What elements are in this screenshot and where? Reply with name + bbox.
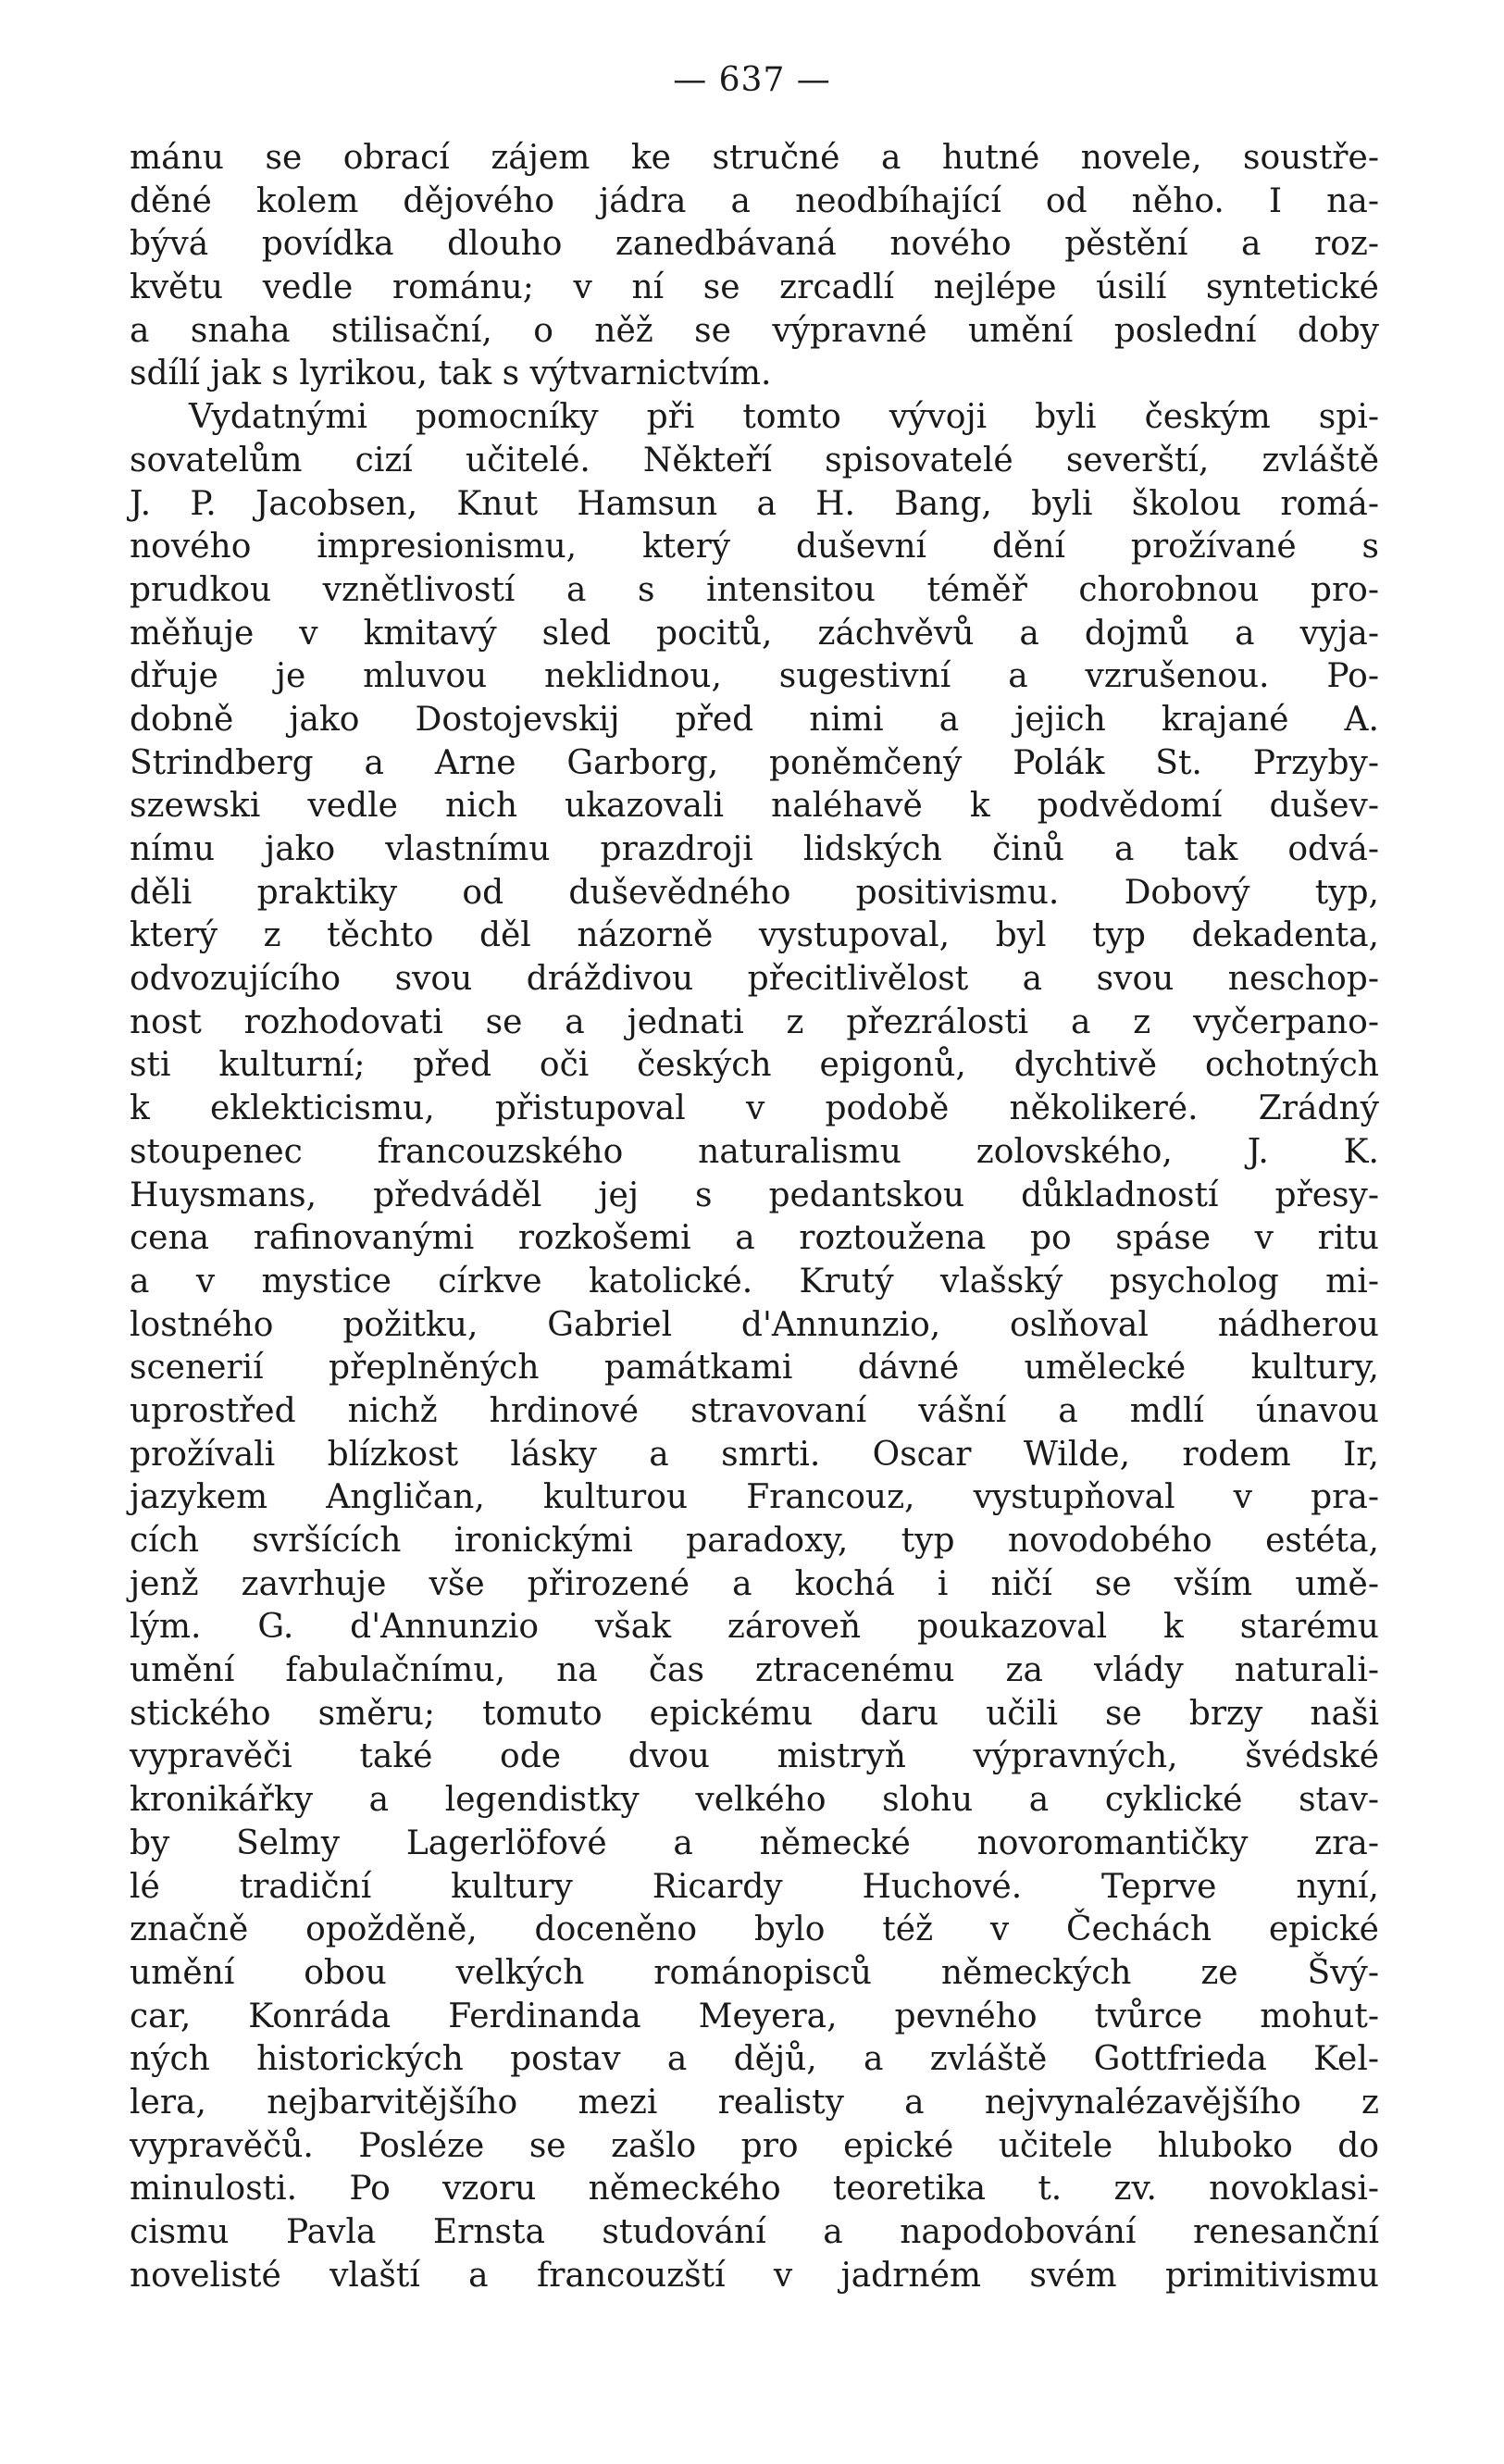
text-line: bývá povídka dlouho zanedbávaná nového pěstění a roz- [130, 225, 1379, 264]
text-line: umění fabulačnímu, na čas ztracenému za vlády naturali- [130, 1651, 1379, 1690]
text-line: kronikářky a legendistky velkého slohu a cyklické stav- [130, 1781, 1379, 1820]
text-line: nost rozhodovati se a jednati z přezrálosti a z vyčerpano- [130, 1002, 1379, 1041]
text-line: sovatelům cizí učitelé. Někteří spisovatelé severští, zvláště [130, 441, 1379, 479]
text-line: vypravěči také ode dvou mistryň výpravných, švédské [130, 1737, 1379, 1776]
text-line: lera, nejbarvitějšího mezi realisty a nejvynalézavějšího z [130, 2083, 1379, 2122]
text-line: jazykem Angličan, kulturou Francouz, vystupňoval v pra- [130, 1478, 1379, 1517]
text-line: minulosti. Po vzoru německého teoretika t. zv. novoklasi- [130, 2170, 1379, 2209]
text-line: stoupenec francouzského naturalismu zolovského, J. K. [130, 1132, 1379, 1171]
text-line: a snaha stilisační, o něž se výpravné umění poslední doby [130, 311, 1379, 350]
text-line: Strindberg a Arne Garborg, poněmčený Polák St. Przyby- [130, 743, 1379, 782]
text-line: Huysmans, předváděl jej s pedantskou důkladností přesy- [130, 1176, 1379, 1214]
text-line: ných historických postav a dějů, a zvláště Gottfrieda Kel- [130, 2040, 1379, 2079]
text-line: novelisté vlaští a francouzští v jadrném svém primitivismu [130, 2256, 1379, 2295]
text-line: nového impresionismu, který duševní dění prožívané s [130, 528, 1379, 566]
text-line: lým. G. d'Annunzio však zároveň poukazoval k starému [130, 1608, 1379, 1647]
text-line: lé tradiční kultury Ricardy Huchové. Teprve nyní, [130, 1867, 1379, 1906]
text-line: dobně jako Dostojevskij před nimi a jejich krajané A. [130, 700, 1379, 739]
text-line: Vydatnými pomocníky při tomto vývoji byli českým spi- [189, 398, 1379, 437]
text-line: děné kolem dějového jádra a neodbíhající od něho. I na- [130, 181, 1379, 220]
text-line: umění obou velkých románopisců německých ze Švý- [130, 1953, 1379, 1992]
text-line: dřuje je mluvou neklidnou, sugestivní a vzrušenou. Po- [130, 657, 1379, 696]
text-line: szewski vedle nich ukazovali naléhavě k podvědomí dušev- [130, 787, 1379, 826]
text-line: odvozujícího svou dráždivou přecitlivělost a svou neschop- [130, 960, 1379, 999]
text-line: značně opožděně, doceněno bylo též v Čechách epické [130, 1910, 1379, 1949]
text-line: k eklekticismu, přistupoval v podobě několikeré. Zrádný [130, 1089, 1379, 1128]
text-line: lostného požitku, Gabriel d'Annunzio, oslňoval nádherou [130, 1305, 1379, 1344]
text-line: a v mystice církve katolické. Krutý vlašský psycholog mi- [130, 1262, 1379, 1300]
text-line: uprostřed nichž hrdinové stravovaní vášní a mdlí únavou [130, 1391, 1379, 1430]
text-line: mánu se obrací zájem ke stručné a hutné novele, soustře- [130, 139, 1379, 177]
text-line: cena rafinovanými rozkošemi a roztoužena po spáse v ritu [130, 1219, 1379, 1258]
text-line: stického směru; tomuto epickému daru učili se brzy naši [130, 1694, 1379, 1733]
text-line: vypravěčů. Posléze se zašlo pro epické učitele hluboko do [130, 2126, 1379, 2165]
text-line: prožívali blízkost lásky a smrti. Oscar Wilde, rodem Ir, [130, 1435, 1379, 1474]
text-line: prudkou vznětlivostí a s intensitou téměř chorobnou pro- [130, 570, 1379, 609]
text-line: scenerií přeplněných památkami dávné umělecké kultury, [130, 1349, 1379, 1388]
text-line: cích svršících ironickými paradoxy, typ novodobého estéta, [130, 1522, 1379, 1560]
body-text [130, 137, 1379, 2297]
text-line: jenž zavrhuje vše přirozené a kochá i ničí se vším umě- [130, 1564, 1379, 1603]
text-line: sti kulturní; před oči českých epigonů, dychtivě ochotných [130, 1046, 1379, 1085]
page-number: — 637 — [673, 61, 831, 99]
text-line: který z těchto děl názorně vystupoval, byl typ dekadenta, [130, 916, 1379, 955]
text-line: car, Konráda Ferdinanda Meyera, pevného tvůrce mohut- [130, 1997, 1379, 2035]
text-line: květu vedle románu; v ní se zrcadlí nejlépe úsilí syntetické [130, 268, 1379, 307]
text-line: děli praktiky od duševědného positivismu. Dobový typ, [130, 873, 1379, 912]
text-line: cismu Pavla Ernsta studování a napodobování renesanční [130, 2213, 1379, 2251]
text-line: sdílí jak s lyrikou, tak s výtvarnictvím. [130, 355, 772, 393]
text-line: by Selmy Lagerlöfové a německé novoromantičky zra- [130, 1823, 1379, 1862]
text-line: J. P. Jacobsen, Knut Hamsun a H. Bang, byli školou romá- [130, 484, 1379, 523]
text-line: nímu jako vlastnímu prazdroji lidských činů a tak odvá- [130, 830, 1379, 868]
text-line: měňuje v kmitavý sled pocitů, záchvěvů a dojmů a vyja- [130, 614, 1379, 653]
